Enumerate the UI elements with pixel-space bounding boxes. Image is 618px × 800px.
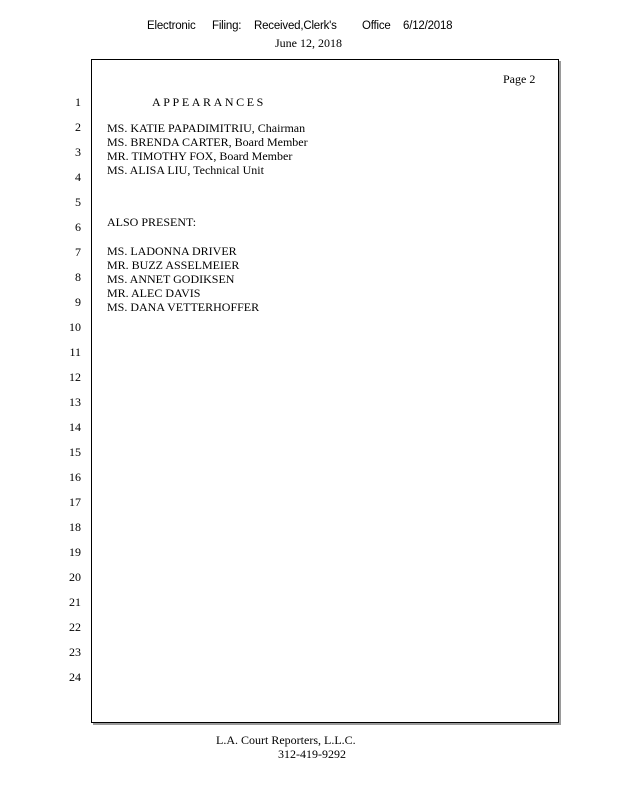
line-number: 21 — [69, 595, 81, 609]
line-number: 1 — [75, 95, 81, 109]
line-number: 16 — [69, 470, 81, 484]
line-number: 15 — [69, 445, 81, 459]
stamp-word: Office — [362, 20, 391, 32]
appearance-line: MS. ALISA LIU, Technical Unit — [107, 163, 264, 177]
also-present-line: MS. DANA VETTERHOFFER — [107, 300, 260, 314]
appearance-line: MS. BRENDA CARTER, Board Member — [107, 135, 308, 149]
line-number: 24 — [69, 670, 81, 684]
line-number: 23 — [69, 645, 81, 659]
line-number: 12 — [69, 370, 81, 384]
also-present-line: MS. LADONNA DRIVER — [107, 244, 237, 258]
also-present-line: MR. ALEC DAVIS — [107, 286, 201, 300]
appearances-heading: APPEARANCES — [152, 95, 266, 109]
also-present-line: MR. BUZZ ASSELMEIER — [107, 258, 240, 272]
page-label: Page 2 — [503, 72, 536, 86]
line-number: 9 — [75, 295, 81, 309]
stamp-word: Received,Clerk's — [254, 20, 337, 32]
line-number: 14 — [69, 420, 81, 434]
appearance-line: MR. TIMOTHY FOX, Board Member — [107, 149, 293, 163]
line-number: 2 — [75, 120, 81, 134]
line-number: 11 — [69, 345, 81, 359]
also-present-line: MS. ANNET GODIKSEN — [107, 272, 235, 286]
stamp-word: Filing: — [212, 20, 242, 32]
line-number: 8 — [75, 270, 81, 284]
line-number: 22 — [69, 620, 81, 634]
stamp-date: June 12, 2018 — [275, 36, 342, 50]
line-number: 6 — [75, 220, 81, 234]
line-number: 19 — [69, 545, 81, 559]
line-number: 20 — [69, 570, 81, 584]
stamp-word: 6/12/2018 — [403, 20, 453, 32]
line-number: 4 — [75, 170, 81, 184]
stamp-word: Electronic — [147, 20, 196, 32]
footer-company: L.A. Court Reporters, L.L.C. — [216, 733, 356, 747]
line-number: 13 — [69, 395, 81, 409]
line-number: 3 — [75, 145, 81, 159]
appearance-line: MS. KATIE PAPADIMITRIU, Chairman — [107, 121, 306, 135]
footer-phone: 312-419-9292 — [278, 747, 346, 761]
line-number: 7 — [75, 245, 81, 259]
line-number: 10 — [69, 320, 81, 334]
line-number: 5 — [75, 195, 81, 209]
line-number: 18 — [69, 520, 81, 534]
also-present-label: ALSO PRESENT: — [107, 215, 197, 229]
line-number: 17 — [69, 495, 81, 509]
